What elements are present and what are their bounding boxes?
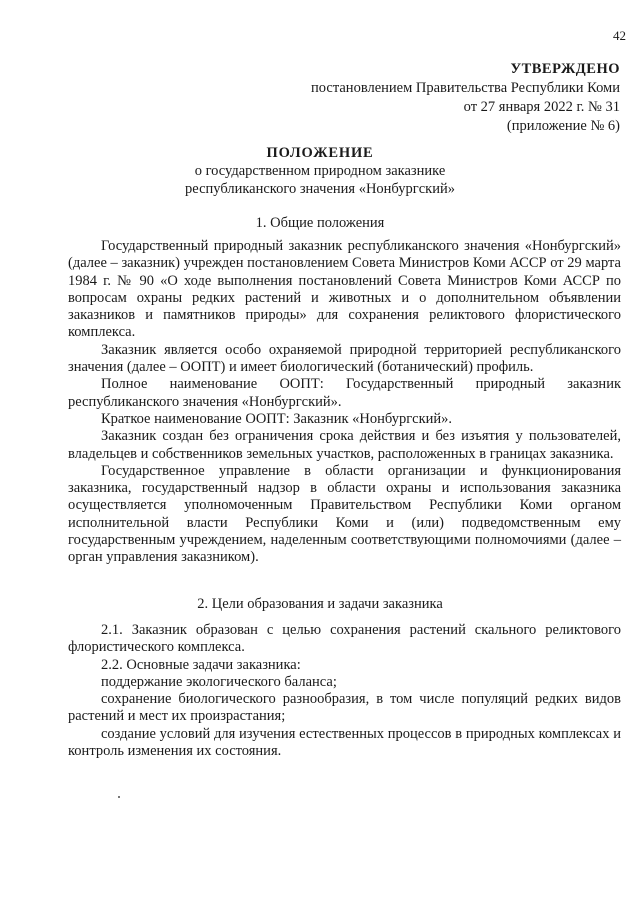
approval-line: (приложение № 6) xyxy=(506,118,620,134)
paragraph: Заказник является особо охраняемой природной территорией республиканского значения (далее – ООПТ) и имеет биологический (ботанический) профиль. xyxy=(68,341,621,376)
paragraph: Государственное управление в области организации и функционирования заказника, государственный надзор в области охраны и использования заказника осуществляется уполномоченным Правительством Республики Коми органом исполнительной власти Республики Коми и (или) подведомственным ему государственным учреждением, наделенным соответствующими полномочиями (далее – орган управления заказником). xyxy=(68,462,621,566)
paragraph: 2.2. Основные задачи заказника: xyxy=(101,656,301,673)
paragraph: 2.1. Заказник образован с целью сохранения растений скального реликтового флористического комплекса. xyxy=(68,622,621,656)
approval-stamp xyxy=(220,60,620,136)
paragraph: сохранение биологического разнообразия, в том числе популяций редких видов растений и мест их произрастания; xyxy=(68,691,621,725)
document-title: ПОЛОЖЕНИЕ xyxy=(266,145,374,161)
section-general-body xyxy=(68,238,621,567)
approval-line: от 27 января 2022 г. № 31 xyxy=(463,99,620,115)
document-header xyxy=(0,144,640,198)
paragraph: Краткое наименование ООПТ: Заказник «Нонбургский». xyxy=(101,410,453,427)
approval-title: УТВЕРЖДЕНО xyxy=(510,61,620,77)
section-heading-goals: 2. Цели образования и задачи заказника xyxy=(197,596,443,612)
page-number: 42 xyxy=(613,28,626,43)
paragraph: Заказник создан без ограничения срока действия и без изъятия у пользователей, владельцев и собственников земельных участков, расположенных в границах заказника. xyxy=(68,428,621,462)
document-subtitle: республиканского значения «Нонбургский» xyxy=(185,181,455,197)
scan-artifact-dot xyxy=(118,796,120,798)
paragraph: поддержание экологического баланса; xyxy=(101,673,337,690)
paragraph: Государственный природный заказник республиканского значения «Нонбургский» (далее – заказник) учрежден постановлением Совета Министров Коми АССР от 29 марта 1984 г. № 90 «О ходе выполнения постановлений Совета Министров Коми АССР по вопросам охраны редких растений и животных и о дополнительном объявлении заказников и памятников природы» для сохранения реликтового флористического комплекса. xyxy=(68,238,621,341)
document-subtitle: о государственном природном заказнике xyxy=(194,163,446,179)
paragraph: Полное наименование ООПТ: Государственный природный заказник республиканского значения «Нонбургский». xyxy=(68,376,621,410)
paragraph: создание условий для изучения естественных процессов в природных комплексах и контроль изменения их состояния. xyxy=(68,725,621,760)
section-heading-general: 1. Общие положения xyxy=(255,215,385,231)
section-goals-body xyxy=(68,622,621,760)
approval-line: постановлением Правительства Республики Коми xyxy=(311,80,620,96)
